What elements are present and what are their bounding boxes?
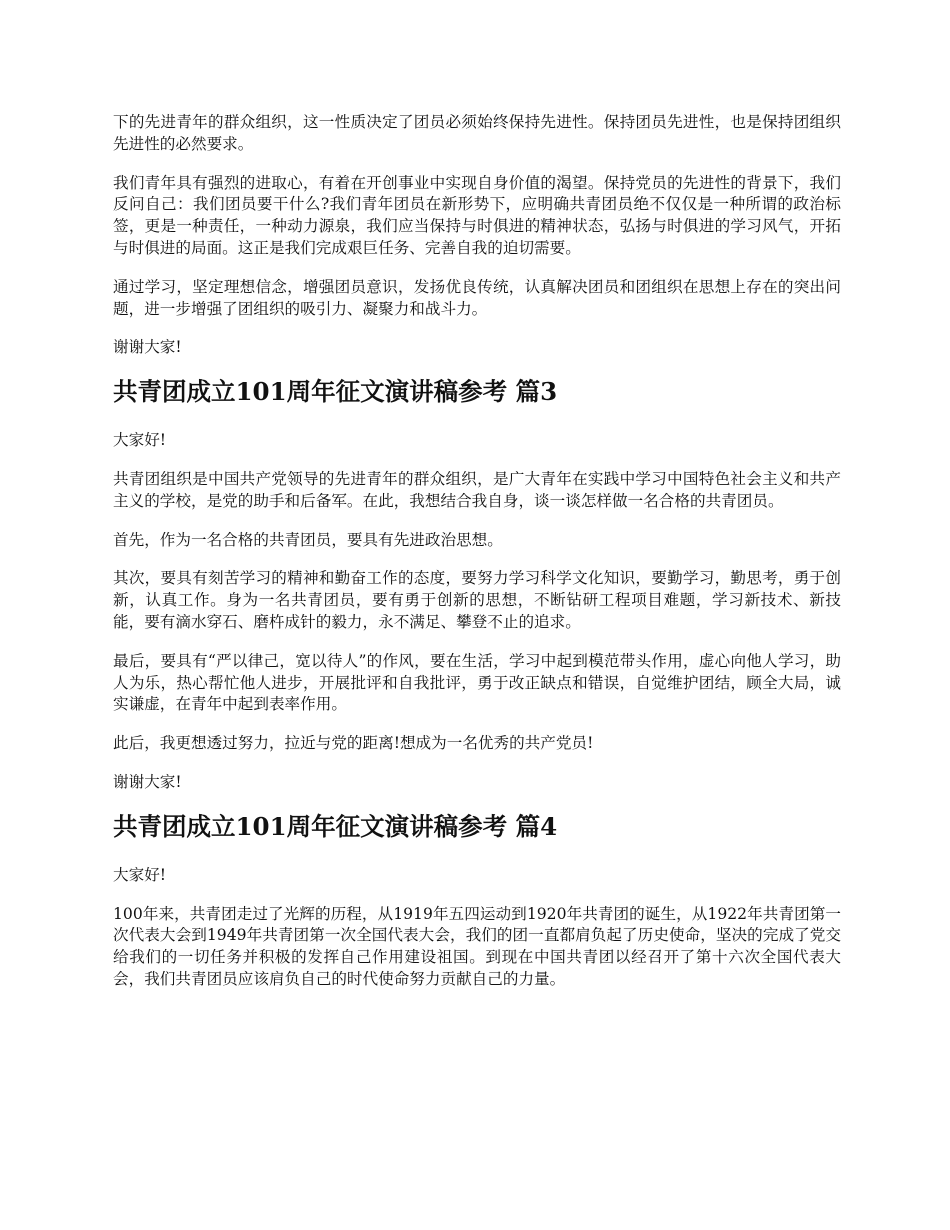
paragraph: 下的先进青年的群众组织，这一性质决定了团员必须始终保持先进性。保持团员先进性，也是保持团组织先进性的必然要求。 (113, 113, 841, 153)
paragraph: 其次，要具有刻苦学习的精神和勤奋工作的态度，要努力学习科学文化知识，要勤学习，勤思考，勇于创新，认真工作。身为一名共青团员，要有勇于创新的思想，不断钻研工程项目难题，学习新技术、新技能，要有滴水穿石、磨杵成针的毅力，永不满足、攀登不止的追求。 (113, 569, 841, 631)
document-page (113, 112, 841, 1008)
paragraph: 谢谢大家! (113, 338, 182, 357)
paragraph: 此后，我更想透过努力，拉近与党的距离!想成为一名优秀的共产党员! (113, 734, 594, 753)
paragraph: 大家好! (113, 431, 167, 450)
paragraph: 首先，作为一名合格的共青团员，要具有先进政治思想。 (113, 530, 503, 549)
paragraph: 谢谢大家! (113, 772, 182, 791)
paragraph: 100年来，共青团走过了光辉的历程，从1919年五四运动到1920年共青团的诞生，从1922年共青团第一次代表大会到1949年共青团第一次全国代表大会，我们的团一直都肩负起了历史使命，坚决的完成了党交给我们的一切任务并积极的发挥自己作用建设祖国。到现在中国共青团以经召开了第十六次全国代表大会，我们共青团员应该肩负自己的时代使命努力贡献自己的力量。 (113, 904, 841, 988)
paragraph: 最后，要具有“严以律己，宽以待人”的作风，要在生活，学习中起到模范带头作用，虚心向他人学习，助人为乐，热心帮忙他人进步，开展批评和自我批评，勇于改正缺点和错误，自觉维护团结，顾全大局，诚实谦虚，在青年中起到表率作用。 (113, 651, 841, 714)
paragraph: 大家好! (113, 865, 167, 884)
section-heading: 共青团成立101周年征文演讲稿参考 篇3 (113, 377, 558, 407)
section-heading: 共青团成立101周年征文演讲稿参考 篇4 (113, 811, 558, 841)
paragraph: 共青团组织是中国共产党领导的先进青年的群众组织，是广大青年在实践中学习中国特色社会主义和共产主义的学校，是党的助手和后备军。在此，我想结合我自身，谈一谈怎样做一名合格的共青团员。 (113, 469, 841, 510)
paragraph: 通过学习，坚定理想信念，增强团员意识，发扬优良传统，认真解决团员和团组织在思想上存在的突出问题，进一步增强了团组织的吸引力、凝聚力和战斗力。 (113, 277, 841, 318)
paragraph: 我们青年具有强烈的进取心，有着在开创事业中实现自身价值的渴望。保持党员的先进性的背景下，我们反问自己：我们团员要干什么?我们青年团员在新形势下，应明确共青团员绝不仅仅是一种所谓的政治标签，更是一种责任，一种动力源泉，我们应当保持与时俱进的精神状态，弘扬与时俱进的学习风气，开拓与时俱进的局面。这正是我们完成艰巨任务、完善自我的迫切需要。 (113, 173, 841, 257)
